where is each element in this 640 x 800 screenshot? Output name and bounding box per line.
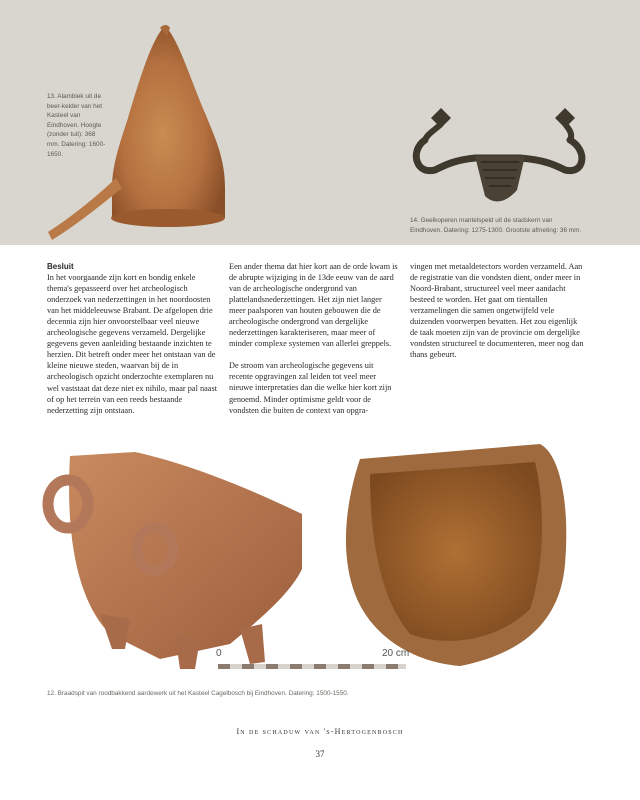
brooch-photo: [405, 100, 590, 210]
text-column-3: [410, 261, 585, 360]
scale-end-label: 20 cm: [382, 648, 410, 659]
scale-start-label: 0: [216, 648, 222, 659]
paragraph: In het voorgaande zijn kort en bondig enkele thema's gepasseerd over het archeologisch onderzoek van nederzettingen in het noordoosten van het middeleeuwse Brabant. De afgelopen drie decennia zijn hier onvoorstelbaar veel nieuwe archeologische gegevens verzameld. Dergelijke gegevens geven aanleiding bestaande inzichten te herzien. Dit betreft onder meer het ontstaan van de kleine nieuwe steden, waarvan bij de in archeologisch opzicht onderzochte exemplaren nu wel vaststaat dat deze niet ex nihilo, maar pal naast of op het terrein van een reeds bestaande nederzetting zijn ontstaan.: [47, 273, 218, 415]
paragraph: Een ander thema dat hier kort aan de orde kwam is de abrupte wijziging in de 13de eeuw van de aard van de archeologische ondergrond van plattelandsnederzettingen. Het zijn niet langer meer paalsporen van houten gebouwen die de archeologische ondergrond van dergelijke nederzettingen karakteriseren, maar meer of minder complexe systemen van allerlei greppels.: [229, 262, 398, 349]
figure-12-caption: 12. Braadspit van roodbakkend aardewerk uit het Kasteel Cagelbosch bij Eindhoven. Datering: 1500-1550.: [47, 690, 349, 697]
skillet-photo: [40, 444, 600, 684]
page-number: 37: [315, 749, 325, 759]
figure-14-caption: 14. Geelkoperen mantelspeld uit de stadskern van Eindhoven. Datering: 1275-1300. Grootste afmeting: 36 mm.: [410, 217, 582, 234]
running-title: In de schaduw van 's-Hertogenbosch: [236, 727, 404, 736]
scale-bar: [218, 664, 406, 669]
paragraph: De stroom van archeologische gegevens uit recente opgravingen zal leiden tot veel meer nieuwe interpretaties dan die welke hier kort zijn genoemd. Minder optimisme geldt voor de vondsten die buiten de context van opgra-: [229, 361, 392, 415]
paragraph: vingen met metaaldetectors worden verzameld. Aan de registratie van die vondsten dient, onder meer in Noord-Brabant, structureel veel meer aandacht besteed te worden. Het gaat om tientallen verzamelingen die samen ongetwijfeld vele duizenden voorwerpen bevatten. Het zou eigenlijk de taak moeten zijn van de provincie om dergelijke vondsten structureel te documenteren, meer nog dan thans gebeurt.: [410, 262, 584, 360]
figure-13-caption: 13. Alambiek uit de beer-kelder van het Kasteel van Eindhoven. Hoogte (zonder tuit): 368 mm. Datering: 1600-1650.: [47, 93, 106, 158]
text-column-1: [47, 261, 219, 416]
text-column-2: [229, 261, 399, 416]
section-heading: Besluit: [47, 262, 74, 271]
